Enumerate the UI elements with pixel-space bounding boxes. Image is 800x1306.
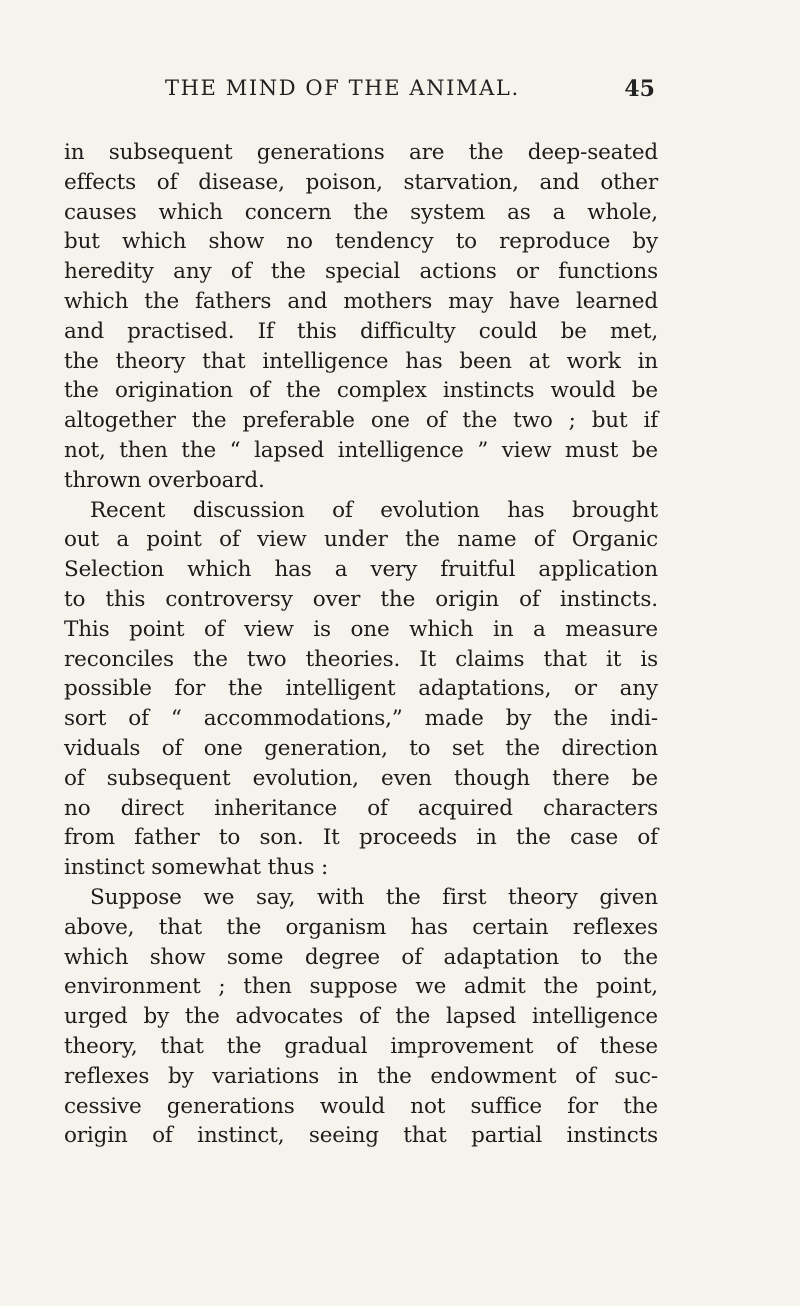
- text-line: and practised. If this difficulty could be met,: [64, 318, 658, 344]
- text-line: causes which concern the system as a whole,: [64, 199, 658, 225]
- body-text: [64, 138, 658, 1151]
- text-line: but which show no tendency to reproduce by: [64, 229, 658, 255]
- text-line: viduals of one generation, to set the direction: [64, 735, 658, 761]
- text-line: out a point of view under the name of Organic: [64, 527, 658, 553]
- text-line: possible for the intelligent adaptations, or any: [64, 676, 658, 702]
- text-line: heredity any of the special actions or functions: [64, 259, 658, 285]
- text-line: of subsequent evolution, even though there be: [64, 765, 658, 791]
- text-line: from father to son. It proceeds in the case of: [64, 825, 658, 851]
- text-line: urged by the advocates of the lapsed intelligence: [64, 1004, 658, 1030]
- running-title: THE MIND OF THE ANIMAL.: [165, 76, 520, 100]
- text-line: theory, that the gradual improvement of these: [64, 1033, 658, 1059]
- text-line: environment ; then suppose we admit the point,: [64, 974, 658, 1000]
- text-line: reflexes by variations in the endowment of suc-: [64, 1063, 658, 1089]
- text-line: not, then the “ lapsed intelligence ” view must be: [64, 437, 658, 463]
- text-line: which show some degree of adaptation to the: [64, 944, 658, 970]
- text-line: Selection which has a very fruitful application: [64, 557, 658, 583]
- text-line: reconciles the two theories. It claims that it is: [64, 646, 658, 672]
- text-line: sort of “ accommodations,” made by the indi-: [64, 706, 658, 732]
- running-head: [165, 76, 655, 108]
- text-line: to this controversy over the origin of instincts.: [64, 586, 658, 612]
- text-line: instinct somewhat thus :: [64, 855, 329, 881]
- text-line: altogether the preferable one of the two ; but if: [64, 408, 658, 434]
- text-line: which the fathers and mothers may have learned: [64, 288, 658, 314]
- text-line: the origination of the complex instincts would be: [64, 378, 658, 404]
- text-line: Suppose we say, with the first theory given: [90, 884, 658, 910]
- text-line: no direct inheritance of acquired characters: [64, 795, 658, 821]
- text-line: cessive generations would not suffice for the: [64, 1093, 658, 1119]
- text-line: above, that the organism has certain reflexes: [64, 914, 658, 940]
- text-line: effects of disease, poison, starvation, and other: [64, 169, 658, 195]
- text-line: the theory that intelligence has been at work in: [64, 348, 658, 374]
- text-line: origin of instinct, seeing that partial instincts: [64, 1123, 658, 1149]
- text-line: in subsequent generations are the deep-seated: [64, 140, 658, 165]
- text-line: Recent discussion of evolution has brought: [90, 497, 658, 523]
- page-number: 45: [624, 76, 655, 102]
- text-line: This point of view is one which in a measure: [64, 616, 658, 642]
- text-line: thrown overboard.: [64, 467, 265, 493]
